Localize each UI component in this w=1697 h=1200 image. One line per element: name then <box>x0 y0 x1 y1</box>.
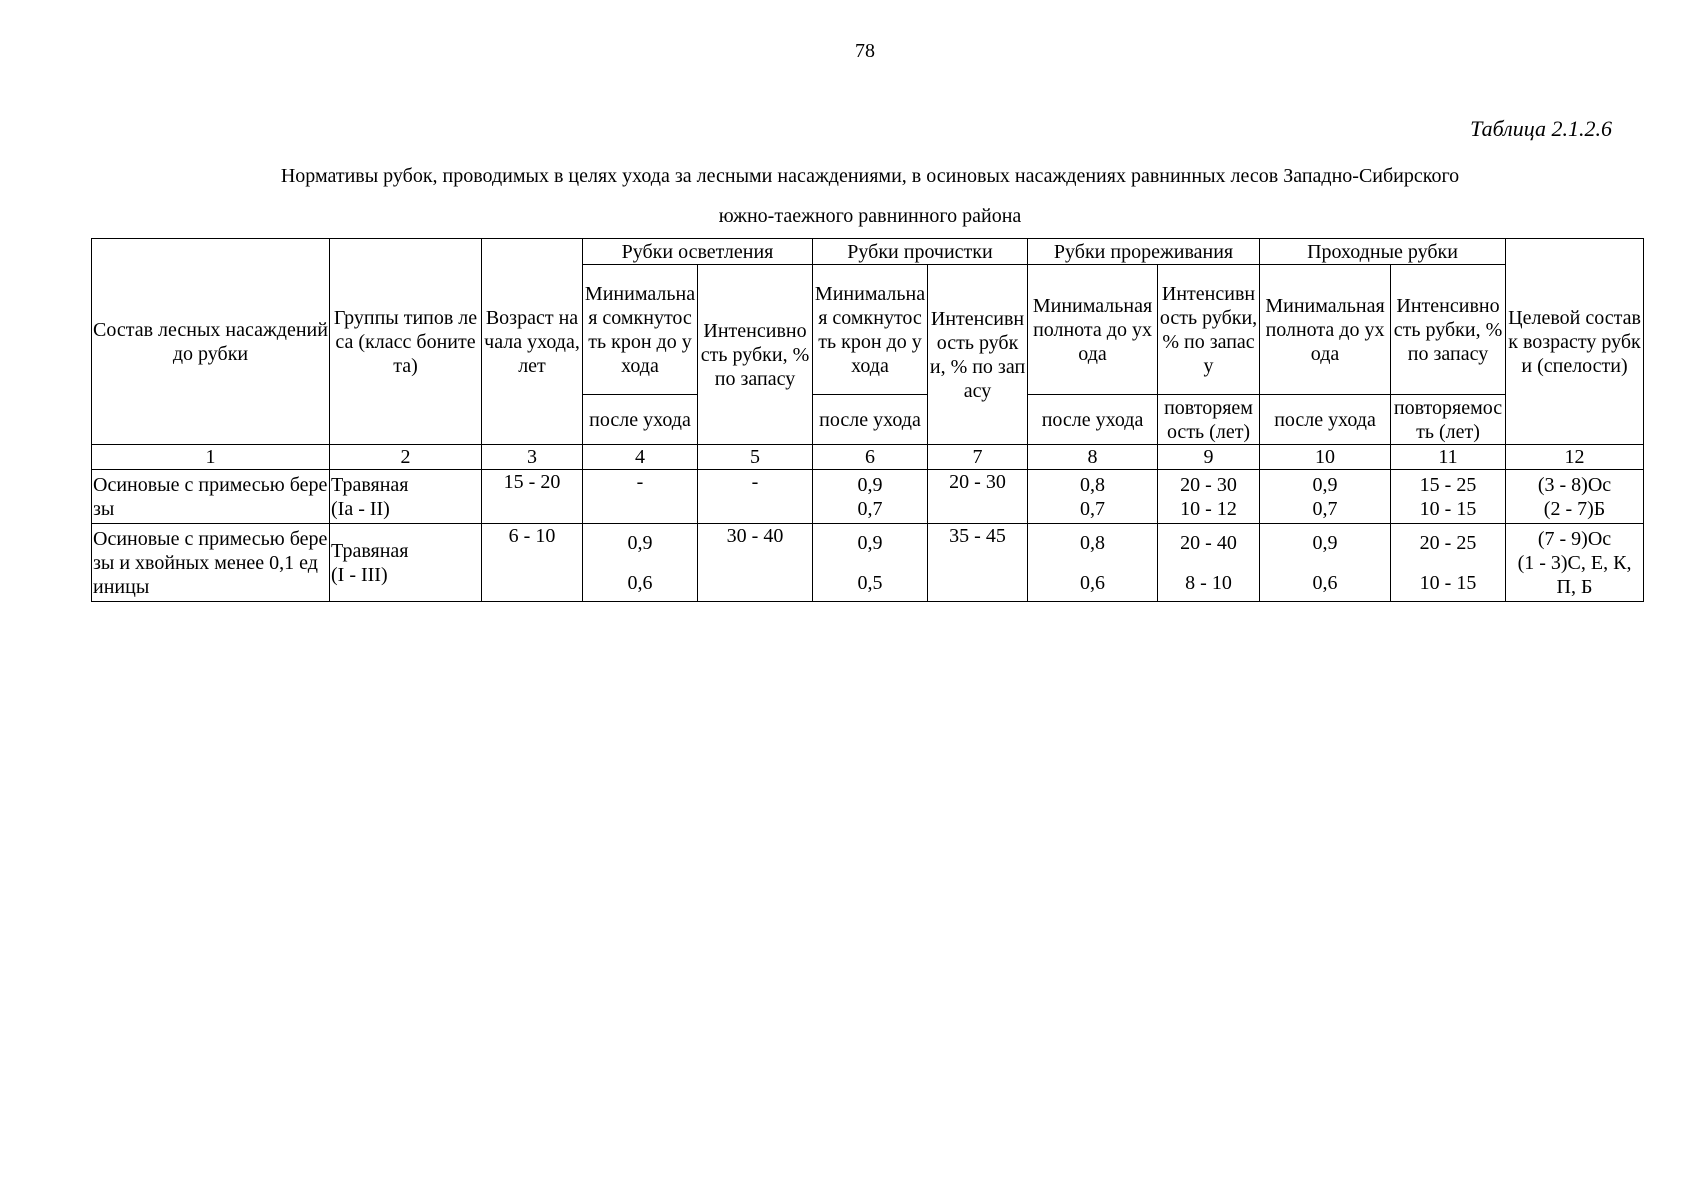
cell-celevoy-main: (3 - 8)Ос <box>1537 473 1612 496</box>
cell-after: 0,7 <box>1312 497 1338 520</box>
cell-before: 0,8 <box>1080 531 1106 554</box>
column-number-row <box>92 445 1644 470</box>
header-proch-intensivnost: Интенсивность рубки, % по запасу <box>928 265 1028 445</box>
cell-before: 0,9 <box>857 473 883 496</box>
column-number: 5 <box>698 445 813 470</box>
cell-gruppa-type: Травяная <box>331 539 409 562</box>
page-number: 78 <box>855 40 875 62</box>
cell-before: 0,9 <box>1312 531 1338 554</box>
header-celevoy-sostav: Целевой состав к возрасту рубки (спелости) <box>1506 239 1644 445</box>
header-row-groups <box>92 239 1644 265</box>
header-prorezh-intensivnost: Интенсивность рубки, % по запасу <box>1158 265 1260 395</box>
cell-osv-min: - <box>583 470 698 524</box>
cell-prorezh-int <box>1158 470 1260 524</box>
header-proch-min-somknutost: Минимальная сомкнутость крон до ухода <box>813 265 928 395</box>
cell-before: 0,8 <box>1080 473 1106 496</box>
header-osv-posle-uhoda: после ухода <box>583 395 698 445</box>
header-prorezh-posle-uhoda: после ухода <box>1028 395 1158 445</box>
cell-after: 0,6 <box>1312 571 1338 594</box>
cell-repeat: 10 - 15 <box>1419 497 1477 520</box>
cell-prorezh-int <box>1158 524 1260 602</box>
cell-intensity: 20 - 40 <box>1180 531 1237 554</box>
column-number: 7 <box>928 445 1028 470</box>
cell-repeat: 10 - 15 <box>1419 571 1477 594</box>
header-group-prohodnye: Проходные рубки <box>1260 239 1506 265</box>
cell-gruppa <box>330 524 482 602</box>
header-prorezh-min-polnota: Минимальная полнота до ухода <box>1028 265 1158 395</box>
cell-vozrast: 6 - 10 <box>482 524 583 602</box>
cell-osv-int: 30 - 40 <box>698 524 813 602</box>
header-osv-min-somknutost: Минимальная сомкнутость крон до ухода <box>583 265 698 395</box>
cell-intensity: 20 - 30 <box>1180 473 1237 496</box>
cell-prorezh-min <box>1028 524 1158 602</box>
cell-sostav: Осиновые с примесью березы и хвойных менее 0,1 единицы <box>92 524 330 602</box>
table-title <box>100 156 1640 236</box>
header-prohod-posle-uhoda: после ухода <box>1260 395 1391 445</box>
table-row <box>92 524 1644 602</box>
cell-proch-min <box>813 524 928 602</box>
cell-repeat: 10 - 12 <box>1180 497 1237 520</box>
cell-osv-min <box>583 524 698 602</box>
cell-before: 0,9 <box>857 531 883 554</box>
cell-intensity: 20 - 25 <box>1419 531 1477 554</box>
header-prohod-min-polnota: Минимальная полнота до ухода <box>1260 265 1391 395</box>
cell-prorezh-min <box>1028 470 1158 524</box>
column-number: 12 <box>1506 445 1644 470</box>
cell-proch-min <box>813 470 928 524</box>
cell-gruppa-bonitet: (I - III) <box>331 563 388 586</box>
cell-proch-int: 20 - 30 <box>928 470 1028 524</box>
cell-intensity: 15 - 25 <box>1419 473 1477 496</box>
table-title-line-1: Нормативы рубок, проводимых в целях ухода за лесными насаждениями, в осиновых насаждениях равнинных лесов Западно-Сибирского <box>280 165 1460 187</box>
cell-sostav: Осиновые с примесью березы <box>92 470 330 524</box>
cell-after: 0,7 <box>857 497 883 520</box>
column-number: 9 <box>1158 445 1260 470</box>
column-number: 10 <box>1260 445 1391 470</box>
column-number: 2 <box>330 445 482 470</box>
cell-prohod-int <box>1391 470 1506 524</box>
header-proch-posle-uhoda: после ухода <box>813 395 928 445</box>
norms-table <box>91 238 1644 602</box>
cell-celevoy-main: (7 - 9)Ос <box>1537 527 1612 550</box>
cell-gruppa <box>330 470 482 524</box>
cell-repeat: 8 - 10 <box>1185 571 1232 594</box>
cell-proch-int: 35 - 45 <box>928 524 1028 602</box>
column-number: 1 <box>92 445 330 470</box>
header-gruppy: Группы типов леса (класс бонитета) <box>330 239 482 445</box>
cell-osv-int: - <box>698 470 813 524</box>
header-prohod-intensivnost: Интенсивность рубки, % по запасу <box>1391 265 1506 395</box>
cell-celevoy-admixture: (1 - 3)С, Е, К, П, Б <box>1517 551 1632 598</box>
header-osv-intensivnost: Интенсивность рубки, % по запасу <box>698 265 813 445</box>
column-number: 4 <box>583 445 698 470</box>
column-number: 6 <box>813 445 928 470</box>
cell-before: 0,9 <box>1312 473 1338 496</box>
cell-vozrast: 15 - 20 <box>482 470 583 524</box>
cell-celevoy <box>1506 524 1644 602</box>
cell-after: 0,7 <box>1080 497 1106 520</box>
cell-prohod-int <box>1391 524 1506 602</box>
header-vozrast: Возраст начала ухода, лет <box>482 239 583 445</box>
cell-before: 0,9 <box>627 531 653 554</box>
header-prohod-povtoryaemost: повторяемость (лет) <box>1391 395 1506 445</box>
table-label: Таблица 2.1.2.6 <box>1470 116 1612 141</box>
header-sostav: Состав лесных насаждений до рубки <box>92 239 330 445</box>
cell-after: 0,6 <box>1080 571 1106 594</box>
cell-celevoy <box>1506 470 1644 524</box>
cell-prohod-min <box>1260 524 1391 602</box>
header-prorezh-povtoryaemost: повторяемость (лет) <box>1158 395 1260 445</box>
cell-gruppa-bonitet: (Ia - II) <box>331 497 390 520</box>
cell-after: 0,6 <box>627 571 653 594</box>
header-group-prorezhivanie: Рубки прореживания <box>1028 239 1260 265</box>
table-row <box>92 470 1644 524</box>
header-group-osvetlenie: Рубки осветления <box>583 239 813 265</box>
column-number: 11 <box>1391 445 1506 470</box>
column-number: 3 <box>482 445 583 470</box>
cell-prohod-min <box>1260 470 1391 524</box>
table-title-line-2: южно-таежного равнинного района <box>718 205 1022 227</box>
header-group-prochistka: Рубки прочистки <box>813 239 1028 265</box>
cell-after: 0,5 <box>857 571 883 594</box>
cell-celevoy-admixture: (2 - 7)Б <box>1543 497 1606 520</box>
column-number: 8 <box>1028 445 1158 470</box>
cell-gruppa-type: Травяная <box>331 473 409 496</box>
